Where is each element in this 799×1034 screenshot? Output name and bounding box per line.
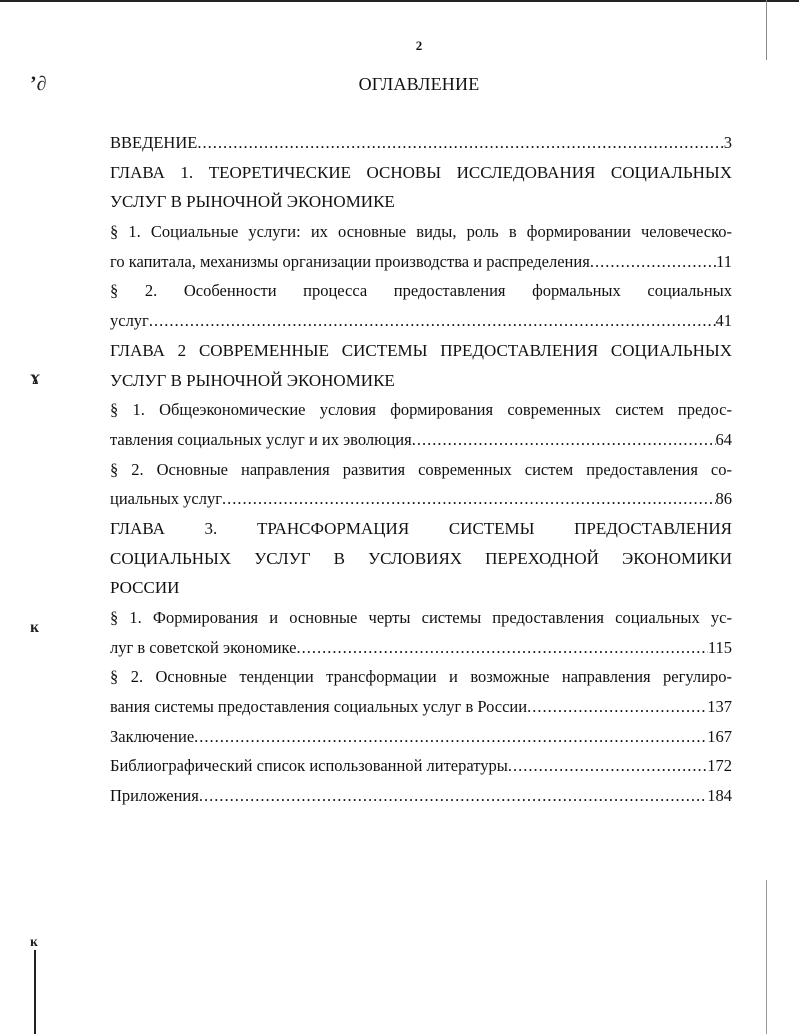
dot-leader: [197, 128, 723, 158]
chapter-3-heading-line-1[interactable]: ГЛАВА 3. ТРАНСФОРМАЦИЯ СИСТЕМЫ ПРЕДОСТАВЛЕНИЯ: [110, 518, 732, 538]
toc-entry-conclusion[interactable]: [110, 722, 732, 752]
toc-entry-ch2-s2-line-2[interactable]: [110, 484, 732, 514]
toc-entry-bibliography[interactable]: [110, 751, 732, 781]
toc-entry-page: 86: [715, 489, 732, 509]
scan-mark-2: ɤ: [30, 367, 41, 389]
toc-entry-intro[interactable]: [110, 128, 732, 158]
right-margin-line-lower: [766, 880, 767, 1034]
chapter-2-heading-line-1[interactable]: ГЛАВА 2 СОВРЕМЕННЫЕ СИСТЕМЫ ПРЕДОСТАВЛЕНИЯ СОЦИАЛЬНЫХ: [110, 340, 732, 360]
toc-entry-ch3-s1-line-1[interactable]: § 1. Формирования и основные черты системы предоставления социальных ус-: [110, 608, 732, 627]
toc-entry-ch3-s2-line-1[interactable]: § 2. Основные тенденции трансформации и возможные направления регулиро-: [110, 667, 732, 687]
toc-entry-page: 64: [715, 429, 732, 449]
dot-leader: [412, 425, 716, 455]
toc-entry-appendix[interactable]: [110, 781, 732, 811]
dot-leader: [527, 692, 707, 722]
toc-entry-label: луг в советской экономике: [110, 637, 297, 657]
toc-entry-ch1-s1-line-1[interactable]: § 1. Социальные услуги: их основные виды, роль в формировании человеческо-: [110, 222, 732, 242]
chapter-3-heading-line-2[interactable]: СОЦИАЛЬНЫХ УСЛУГ В УСЛОВИЯХ ПЕРЕХОДНОЙ ЭКОНОМИКИ: [110, 548, 732, 568]
top-border-line: [0, 0, 799, 2]
toc-entry-label: циальных услуг: [110, 489, 223, 509]
scan-mark-1: ʼ∂: [30, 73, 47, 95]
chapter-1-heading-line-1[interactable]: ГЛАВА 1. ТЕОРЕТИЧЕСКИЕ ОСНОВЫ ИССЛЕДОВАНИЯ СОЦИАЛЬНЫХ: [110, 162, 732, 182]
toc-entry-ch2-s1-line-1[interactable]: § 1. Общеэкономические условия формирования современных систем предос-: [110, 400, 732, 420]
dot-leader: [590, 247, 716, 277]
dot-leader: [508, 751, 707, 781]
toc-entry-page: 115: [707, 637, 732, 657]
toc-entry-page: 137: [707, 697, 732, 717]
dot-leader: [199, 781, 707, 811]
toc-entry-label: Библиографический список использованной литературы: [110, 756, 508, 776]
chapter-3-heading-line-3[interactable]: РОССИИ: [110, 578, 180, 598]
toc-entry-label: ВВЕДЕНИЕ: [110, 133, 198, 152]
chapter-1-heading-line-2[interactable]: УСЛУГ В РЫНОЧНОЙ ЭКОНОМИКЕ: [110, 192, 395, 212]
table-of-contents: [110, 128, 732, 811]
chapter-2-heading-line-2[interactable]: УСЛУГ В РЫНОЧНОЙ ЭКОНОМИКЕ: [110, 370, 395, 390]
dot-leader: [296, 633, 707, 663]
toc-entry-label: Заключение: [110, 726, 195, 746]
toc-entry-label: Приложения: [110, 786, 199, 806]
toc-entry-ch1-s2-line-2[interactable]: [110, 306, 732, 336]
page-title: ОГЛАВЛЕНИЕ: [358, 74, 480, 94]
toc-entry-page: 41: [715, 311, 732, 331]
dot-leader: [194, 722, 707, 752]
scan-mark-3: ĸ: [30, 619, 39, 636]
toc-entry-page: 184: [707, 786, 732, 806]
toc-entry-page: 167: [707, 726, 732, 746]
dot-leader: [222, 484, 715, 514]
toc-entry-page: 172: [707, 756, 732, 776]
toc-entry-page: 3: [723, 133, 732, 152]
toc-entry-ch3-s2-line-2[interactable]: [110, 692, 732, 722]
scan-mark-4: ĸ: [30, 935, 38, 950]
toc-entry-ch1-s2-line-1[interactable]: § 2. Особенности процесса предоставления формальных социальных: [110, 281, 732, 301]
toc-entry-label: услуг: [110, 311, 149, 331]
toc-entry-ch3-s1-line-2[interactable]: [110, 633, 732, 663]
page-number: 2: [415, 38, 423, 53]
toc-entry-label: тавления социальных услуг и их эволюция: [110, 429, 412, 449]
toc-entry-label: вания системы предоставления социальных услуг в России: [110, 697, 528, 717]
toc-entry-label: го капитала, механизмы организации производства и распределения: [110, 251, 590, 271]
toc-entry-page: 11: [716, 251, 732, 271]
toc-entry-ch2-s2-line-1[interactable]: § 2. Основные направления развития современных систем предоставления со-: [110, 459, 732, 479]
left-margin-line: [34, 950, 36, 1034]
toc-entry-ch2-s1-line-2[interactable]: [110, 425, 732, 455]
dot-leader: [149, 306, 716, 336]
toc-entry-ch1-s1-line-2[interactable]: [110, 247, 732, 277]
